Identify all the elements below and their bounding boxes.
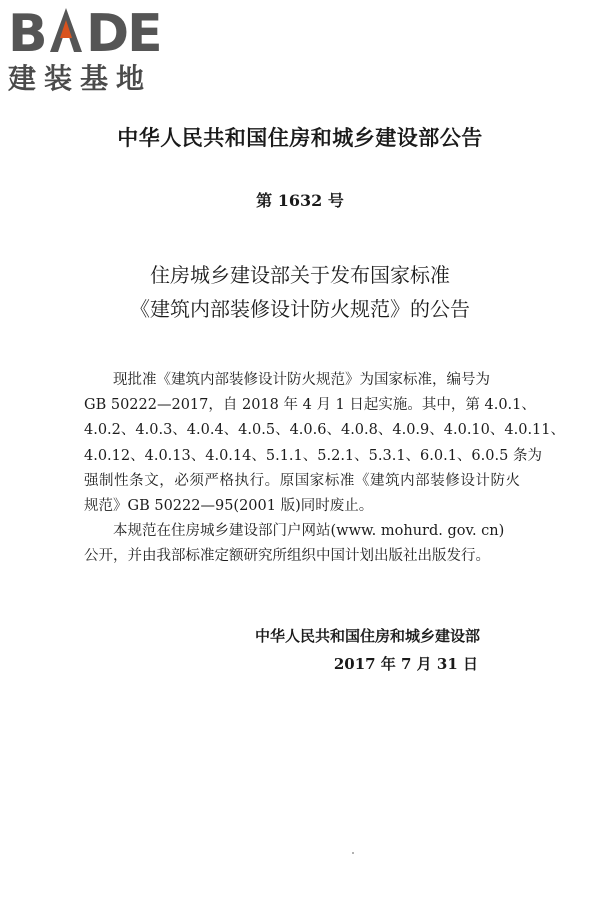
svg-text:DE: DE <box>86 4 161 56</box>
paragraph-2-line: 公开，并由我部标准定额研究所组织中国计划出版社出版发行。 <box>84 548 490 565</box>
notice-title <box>0 258 600 326</box>
svg-text:B: B <box>8 4 46 56</box>
logo-subtitle: 建装基地 <box>8 62 153 95</box>
scan-speck <box>352 852 354 854</box>
notice-body <box>84 368 565 570</box>
signing-date: 2017 年 7 月 31 日 <box>333 655 478 673</box>
bade-wordmark-icon <box>8 4 178 56</box>
bade-logo <box>8 4 178 100</box>
signing-organization: 中华人民共和国住房和城乡建设部 <box>254 627 480 645</box>
paragraph-1-line: GB 50222—2017，自 2018 年 4 月 1 日起实施。其中，第 4.0.1、 <box>84 397 536 414</box>
notice-title-line-2: 《建筑内部装修设计防火规范》的公告 <box>130 297 470 321</box>
paragraph-1-line: 现批准《建筑内部装修设计防火规范》为国家标准，编号为 <box>113 372 490 388</box>
paragraph-2-line: 本规范在住房城乡建设部门户网站(www. mohurd. gov. cn) <box>113 523 505 540</box>
paragraph-1-line: 4.0.2、4.0.3、4.0.4、4.0.5、4.0.6、4.0.8、4.0.9、4.0.10、4.0.11、 <box>84 422 565 439</box>
signature-block <box>255 622 480 678</box>
notice-title-line-1: 住房城乡建设部关于发布国家标准 <box>150 263 450 287</box>
paragraph-1-line: 强制性条文，必须严格执行。原国家标准《建筑内部装修设计防火 <box>84 472 520 489</box>
paragraph-1-line: 4.0.12、4.0.13、4.0.14、5.1.1、5.2.1、5.3.1、6.0.1、6.0.5 条为 <box>84 447 542 464</box>
paragraph-1-line: 规范》GB 50222—95(2001 版)同时废止。 <box>84 497 374 514</box>
agency-title: 中华人民共和国住房和城乡建设部公告 <box>117 126 483 150</box>
notice-number: 第 1632 号 <box>256 191 344 210</box>
